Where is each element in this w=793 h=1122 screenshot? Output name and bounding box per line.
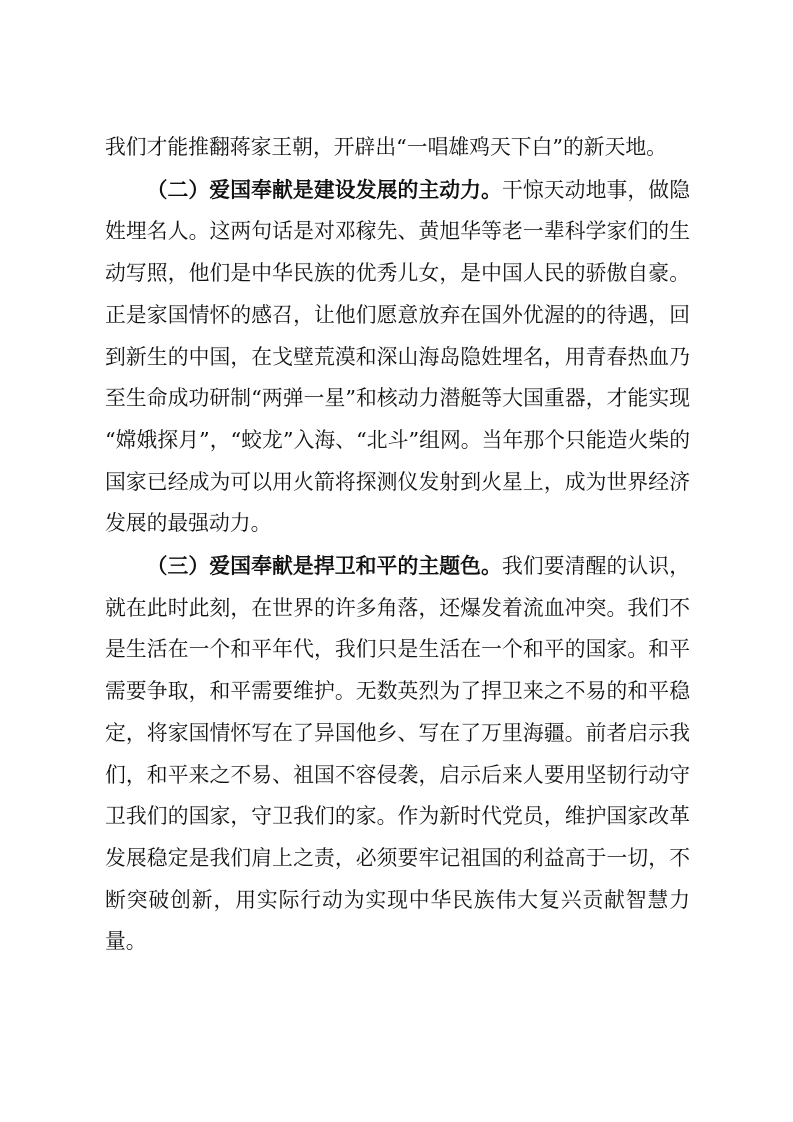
text-run: 我们才能推翻蒋家王朝，开辟出“一唱雄鸡天下白”的新天地。 [105,135,667,159]
paragraph [105,545,690,963]
document-body [105,127,690,963]
section-heading-run: （三）爱国奉献是捍卫和平的主题色。 [146,553,502,579]
text-run: 我们要清醒的认识，就在此时此刻，在世界的许多角落，还爆发着流血冲突。我们不是生活在一个和平年代，我们只是生活在一个和平的国家。和平需要争取，和平需要维护。无数英烈为了捍卫来之不易的和平稳定，将家国情怀写在了异国他乡、写在了万里海疆。前者启示我们，和平来之不易、祖国不容侵袭，启示后来人要用坚韧行动守卫我们的国家，守卫我们的家。作为新时代党员，维护国家改革发展稳定是我们肩上之责，必须要牢记祖国的利益高于一切，不断突破创新，用实际行动为实现中华民族伟大复兴贡献智慧力量。 [105,554,690,954]
paragraph [105,169,690,545]
paragraph [105,127,690,169]
section-heading-run: （二）爱国奉献是建设发展的主动力。 [146,176,502,202]
text-run: 干惊天动地事，做隐姓埋名人。这两句话是对邓稼先、黄旭华等老一辈科学家们的生动写照，他们是中华民族的优秀儿女，是中国人民的骄傲自豪。正是家国情怀的感召，让他们愿意放弃在国外优渥的的待遇，回到新生的中国，在戈壁荒漠和深山海岛隐姓埋名，用青春热血乃至生命成功研制“两弹一星”和核动力潜艇等大国重器，才能实现“嫦娥探月”，“蛟龙”入海、“北斗”组网。当年那个只能造火柴的国家已经成为可以用火箭将探测仪发射到火星上，成为世界经济发展的最强动力。 [105,177,690,536]
